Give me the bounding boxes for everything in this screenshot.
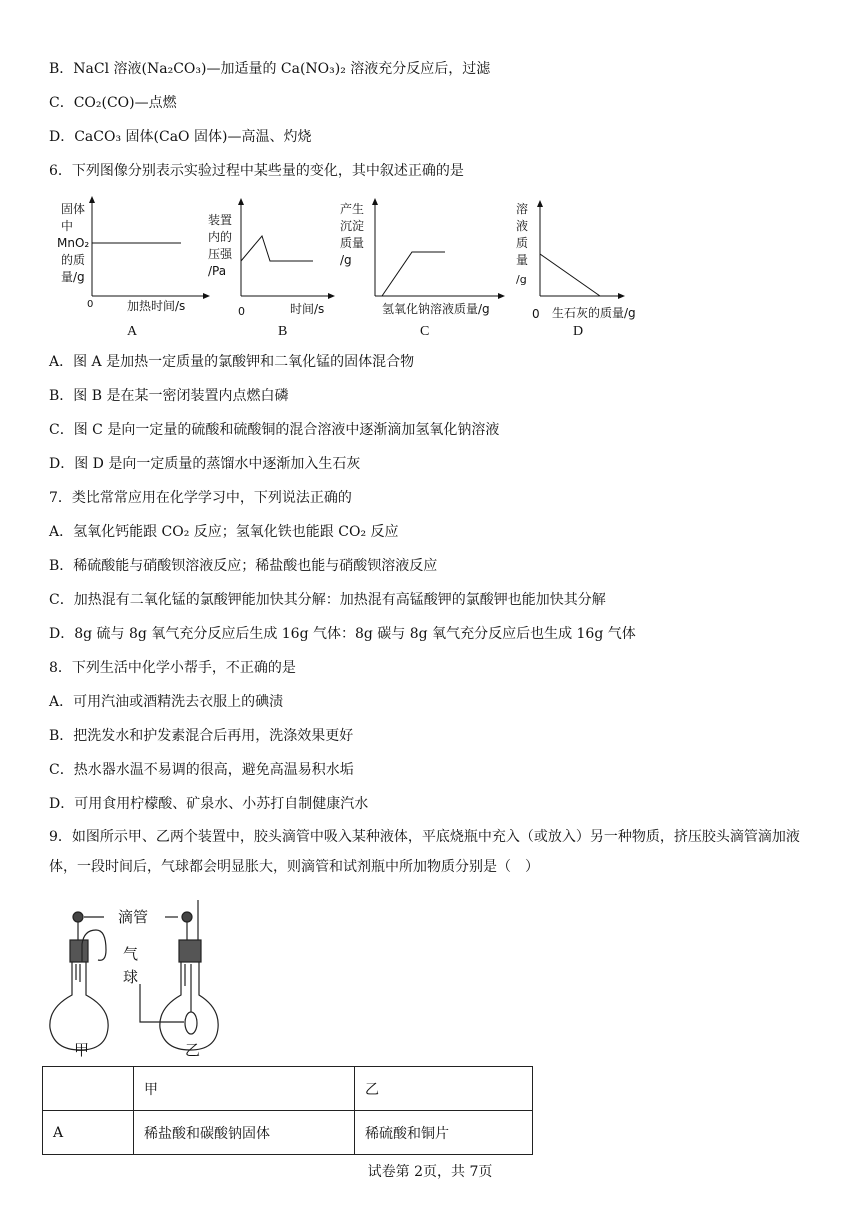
q8-option-c: C．热水器水温不易调的很高，避免高温易积水垢 xyxy=(49,762,354,778)
graph-d-ylabel-4: 量 xyxy=(516,253,529,267)
table-header-cell xyxy=(43,1067,134,1111)
graph-c-ylabel-4: /g xyxy=(340,253,352,267)
graph-a-ylabel-5: 量/g xyxy=(61,270,85,284)
graph-c-axes xyxy=(340,196,510,316)
q5-option-c: C．CO₂(CO)—点燃 xyxy=(49,95,177,111)
table-cell: A xyxy=(43,1111,134,1155)
graph-b-ylabel-1: 装置 xyxy=(208,213,233,227)
dropper-label: 滴管 xyxy=(118,908,149,926)
graph-b-caption: B xyxy=(278,324,288,339)
apparatus-figure xyxy=(40,900,240,1060)
balloon-label-2: 球 xyxy=(123,968,139,986)
apparatus-yi-label: 乙 xyxy=(185,1041,201,1059)
graph-a-ylabel-4: 的质 xyxy=(61,253,86,267)
graph-a-origin: 0 xyxy=(87,299,94,310)
q5-option-b: B．NaCl 溶液(Na₂CO₃)—加适量的 Ca(NO₃)₂ 溶液充分反应后，过滤 xyxy=(49,61,491,77)
q8-option-d: D．可用食用柠檬酸、矿泉水、小苏打自制健康汽水 xyxy=(49,796,369,812)
graph-a-ylabel-1: 固体 xyxy=(61,202,86,216)
q6-stem: 6．下列图像分别表示实验过程中某些量的变化，其中叙述正确的是 xyxy=(49,163,464,179)
table-header-row xyxy=(43,1067,533,1111)
answer-table xyxy=(42,1066,533,1155)
q5-option-d: D．CaCO₃ 固体(CaO 固体)—高温、灼烧 xyxy=(49,129,312,145)
graph-b xyxy=(208,196,338,346)
graph-d-xlabel: 生石灰的质量/g xyxy=(552,306,636,320)
q8-stem: 8．下列生活中化学小帮手，不正确的是 xyxy=(49,660,296,676)
graph-d-ylabel-2: 液 xyxy=(516,219,529,233)
graph-d-line xyxy=(540,254,600,296)
graph-a-ylabel-2: 中 xyxy=(61,219,74,233)
graph-c-caption: C xyxy=(420,324,430,339)
q8-option-b: B．把洗发水和护发素混合后再用，洗涤效果更好 xyxy=(49,728,354,744)
graph-d xyxy=(512,196,652,346)
q7-option-d: D．8g 硫与 8g 氧气充分反应后生成 16g 气体：8g 碳与 8g 氧气充分反应后也生成 16g 气体 xyxy=(49,626,636,642)
page-footer: 试卷第 2页，共 7页 xyxy=(367,1164,493,1180)
graph-b-line xyxy=(241,236,313,261)
graph-b-ylabel-3: 压强 xyxy=(208,247,233,261)
graph-d-ylabel-5: /g xyxy=(516,273,527,286)
graph-a-xlabel: 加热时间/s xyxy=(127,299,186,313)
graph-b-xlabel: 时间/s xyxy=(290,302,325,316)
graph-b-ylabel-4: /Pa xyxy=(208,264,227,278)
q6-option-b: B．图 B 是在某一密闭装置内点燃白磷 xyxy=(49,388,289,404)
graph-a-caption: A xyxy=(127,324,138,339)
graph-c-ylabel-3: 质量 xyxy=(340,236,365,250)
q7-option-a: A．氢氧化钙能跟 CO₂ 反应；氢氧化铁也能跟 CO₂ 反应 xyxy=(49,524,399,540)
graph-d-origin: 0 xyxy=(532,307,540,321)
graph-c-line xyxy=(382,252,445,296)
graph-d-ylabel-1: 溶 xyxy=(516,202,529,216)
q8-option-a: A．可用汽油或酒精洗去衣服上的碘渍 xyxy=(49,694,284,710)
q9-stem: 9．如图所示甲、乙两个装置中，胶头滴管中吸入某种液体，平底烧瓶中充入（或放入）另一种物质，挤压胶头滴管滴加液体，一段时间后，气球都会明显胀大，则滴管和试剂瓶中所加物质分别是（ ） xyxy=(49,829,800,875)
graph-d-ylabel-3: 质 xyxy=(516,236,529,250)
graph-b-origin: 0 xyxy=(238,305,245,318)
table-cell: 稀盐酸和碳酸钠固体 xyxy=(134,1111,355,1155)
table-row xyxy=(43,1111,533,1155)
graph-c-ylabel-2: 沉淀 xyxy=(340,219,365,233)
graph-a-ylabel-3: MnO₂ xyxy=(57,236,90,250)
q7-option-b: B．稀硫酸能与硝酸钡溶液反应；稀盐酸也能与硝酸钡溶液反应 xyxy=(49,558,438,574)
table-header-cell: 乙 xyxy=(355,1067,533,1111)
q7-option-c: C．加热混有二氧化锰的氯酸钾能加快其分解：加热混有高锰酸钾的氯酸钾也能加快其分解 xyxy=(49,592,606,608)
q6-option-c: C．图 C 是向一定量的硫酸和硫酸铜的混合溶液中逐渐滴加氢氧化钠溶液 xyxy=(49,422,500,438)
q6-option-a: A．图 A 是加热一定质量的氯酸钾和二氧化锰的固体混合物 xyxy=(49,354,415,370)
graph-b-ylabel-2: 内的 xyxy=(208,230,233,244)
graph-d-caption: D xyxy=(573,324,584,339)
apparatus-jia-label: 甲 xyxy=(74,1041,90,1059)
graph-a xyxy=(55,196,215,346)
graph-c-xlabel: 氢氧化钠溶液质量/g xyxy=(382,302,490,316)
q6-option-d: D．图 D 是向一定质量的蒸馏水中逐渐加入生石灰 xyxy=(49,456,361,472)
graph-d-axes xyxy=(512,196,652,316)
q7-stem: 7．类比常常应用在化学学习中，下列说法正确的 xyxy=(49,490,352,506)
table-cell: 稀硫酸和铜片 xyxy=(355,1111,533,1155)
graph-c-ylabel-1: 产生 xyxy=(340,202,365,216)
table-header-cell: 甲 xyxy=(134,1067,355,1111)
balloon-label-1: 气 xyxy=(123,945,139,963)
graph-c xyxy=(340,196,510,346)
